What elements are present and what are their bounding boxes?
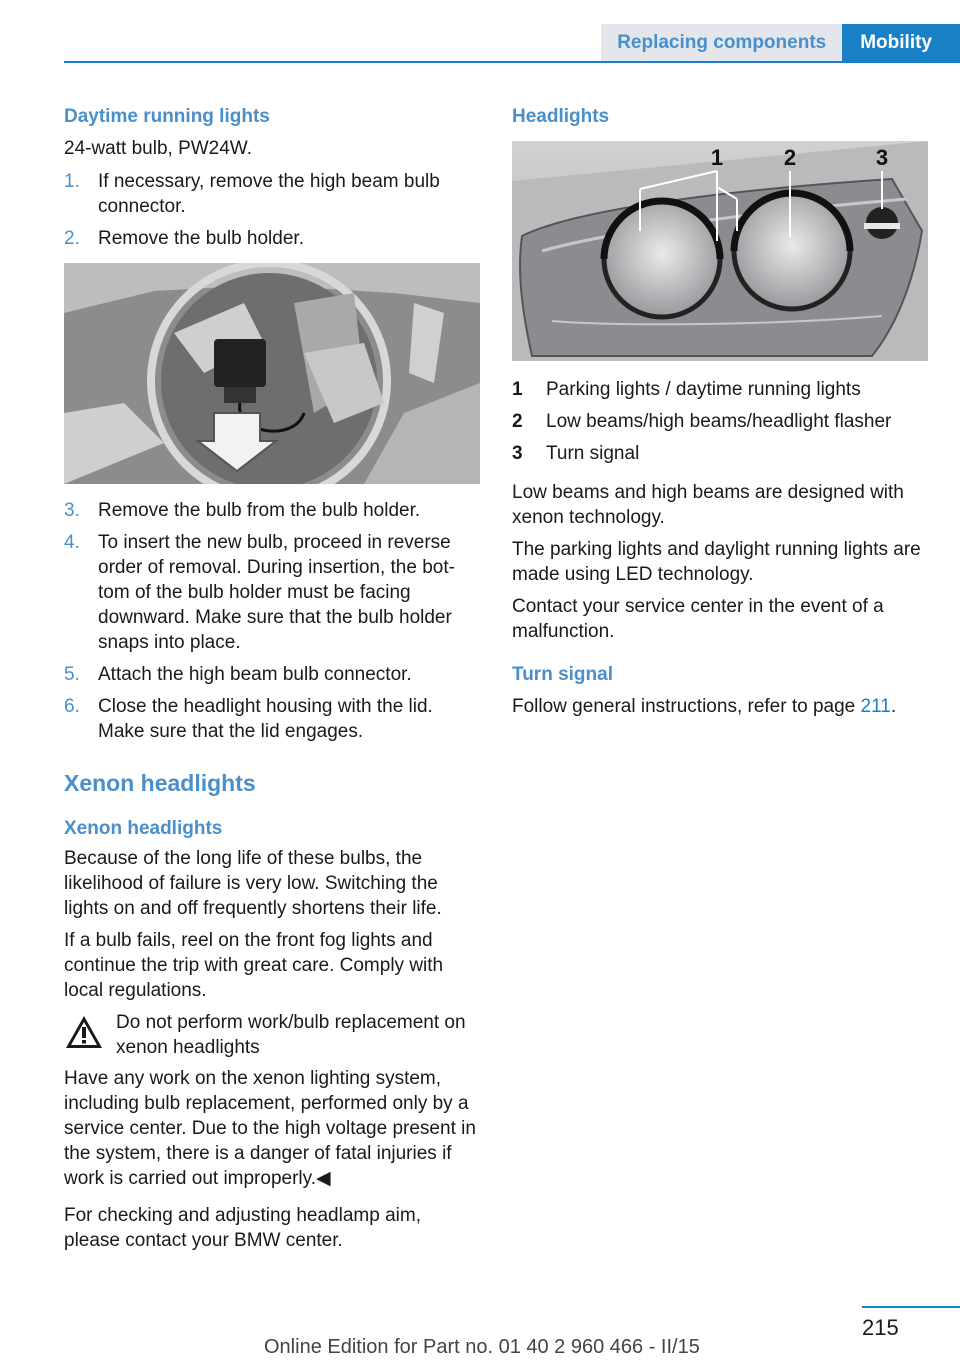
legend-item <box>512 377 928 402</box>
legend-number: 3 <box>512 443 523 464</box>
step-text: If necessary, remove the high beam bulb connector. <box>98 171 440 217</box>
turn-signal-period: . <box>890 696 897 717</box>
legend-text: Parking lights / daytime running lights <box>546 379 861 400</box>
warning-box <box>64 1010 480 1060</box>
header-section-tab: Replacing components <box>601 24 842 62</box>
step-number: 5. <box>64 664 80 685</box>
legend-item <box>512 409 928 434</box>
headlight-illustration <box>512 141 928 361</box>
headlights-heading: Headlights <box>512 106 610 127</box>
step-text: To insert the new bulb, proceed in reverse order of removal. During insertion, the bot‐tom of the bulb holder must be facing downward. Make sure that the bulb holder snaps into place. <box>98 532 455 653</box>
turn-signal-paragraph <box>512 694 928 719</box>
step-number: 6. <box>64 696 80 717</box>
legend-item <box>512 441 928 466</box>
xenon-paragraph-2: If a bulb fails, reel on the front fog lights and continue the trip with great care. Comply with local regulations. <box>64 930 444 1001</box>
step-item <box>64 498 480 523</box>
legend-number: 2 <box>512 411 523 432</box>
step-number: 4. <box>64 532 80 553</box>
header-rule <box>64 61 960 63</box>
legend-text: Low beams/high beams/headlight flasher <box>546 411 892 432</box>
step-text: Attach the high beam bulb connector. <box>98 664 412 685</box>
step-number: 2. <box>64 228 80 249</box>
figure-label-2: 2 <box>783 145 797 170</box>
xenon-subheading: Xenon headlights <box>64 818 223 839</box>
step-item <box>64 530 480 655</box>
malfunction-paragraph: Contact your service center in the event of a malfunction. <box>512 596 884 642</box>
header-tabs <box>601 24 960 62</box>
step-item <box>64 169 480 219</box>
steps-list-b <box>64 498 480 744</box>
bulb-holder-photo <box>64 263 480 484</box>
steps-list-a <box>64 169 480 251</box>
step-number: 1. <box>64 171 80 192</box>
legend-number: 1 <box>512 379 523 400</box>
warning-triangle-icon <box>64 1010 116 1060</box>
step-text: Remove the bulb from the bulb holder. <box>98 500 421 521</box>
footer-edition: Online Edition for Part no. 01 40 2 960 466 - II/15 <box>264 1336 700 1358</box>
figure-label-3: 3 <box>875 145 889 170</box>
step-text: Remove the bulb holder. <box>98 228 304 249</box>
legend-text: Turn signal <box>546 443 640 464</box>
step-number: 3. <box>64 500 80 521</box>
step-item <box>64 662 480 687</box>
headlight-photo <box>512 141 928 361</box>
figure-legend <box>512 377 928 466</box>
step-item <box>64 694 480 744</box>
right-column <box>512 104 928 726</box>
xenon-tech-paragraph: Low beams and high beams are designed with xenon technology. <box>512 482 904 528</box>
warning-title: Do not perform work/bulb replacement on xenon headlights <box>116 1012 466 1058</box>
turn-signal-heading: Turn signal <box>512 664 613 685</box>
step-text: Close the headlight housing with the lid. Make sure that the lid engages. <box>98 696 433 742</box>
figure-label-1: 1 <box>710 145 724 170</box>
xenon-section-heading: Xenon headlights <box>64 770 256 796</box>
drl-bulb-spec: 24-watt bulb, PW24W. <box>64 138 252 159</box>
left-column <box>64 104 480 1260</box>
footer-rule <box>862 1306 960 1308</box>
header-chapter-tab: Mobility <box>842 24 960 62</box>
turn-signal-text: Follow general instructions, refer to page <box>512 696 861 717</box>
xenon-paragraph-1: Because of the long life of these bulbs, the likelihood of failure is very low. Switching the lights on and off frequently shortens their life. <box>64 848 442 919</box>
warning-body: Have any work on the xenon lighting system, including bulb replacement, performed only by a service center. Due to the high voltage present in the system, there is a danger of fatal injuries if work is carried out improperly.◀ <box>64 1068 476 1189</box>
page-number: 215 <box>862 1315 899 1340</box>
page-reference-link[interactable]: 211 <box>860 696 891 717</box>
step-item <box>64 226 480 251</box>
bulb-holder-illustration <box>64 263 480 484</box>
drl-heading: Daytime running lights <box>64 106 270 127</box>
led-tech-paragraph: The parking lights and daylight running lights are made using LED technology. <box>512 539 921 585</box>
headlamp-aim-paragraph: For checking and adjusting headlamp aim, please contact your BMW center. <box>64 1205 421 1251</box>
